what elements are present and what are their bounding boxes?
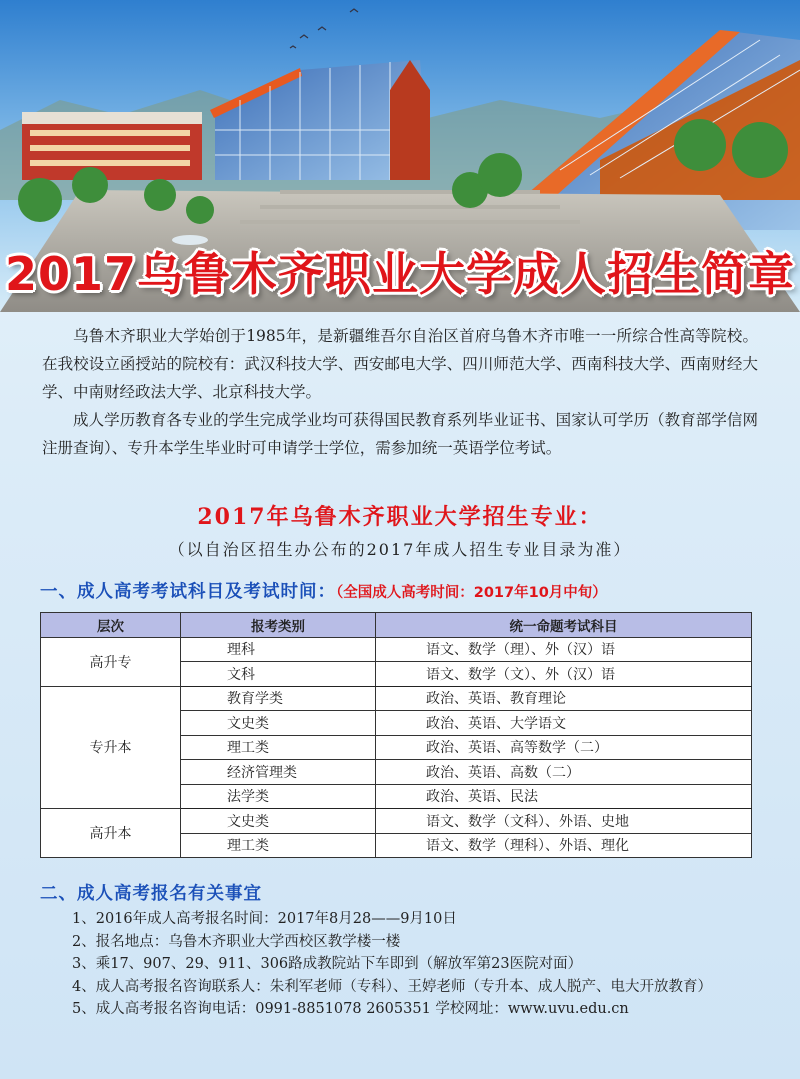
subjects-cell: 政治、英语、大学语文 [376,711,752,736]
category-cell: 理工类 [181,833,376,858]
majors-heading: 2017年乌鲁木齐职业大学招生专业： [197,504,603,530]
category-cell: 文科 [181,662,376,687]
table-row [41,637,752,662]
section2-heading: 二、成人高考报名有关事宜 [40,884,262,904]
list-item: 5、成人高考报名咨询电话：0991-8851078 2605351 学校网址：www.uvu.edu.cn [72,1001,629,1017]
table-header-row [41,613,752,638]
subjects-cell: 语文、数学（文科）、外语、史地 [376,809,752,834]
list-item: 2、报名地点：乌鲁木齐职业大学西校区教学楼一楼 [72,933,401,950]
page-title: 2017乌鲁木齐职业大学成人招生简章 [4,247,796,301]
level-cell: 高升专 [41,637,181,686]
subjects-cell: 政治、英语、民法 [376,784,752,809]
subjects-cell: 语文、数学（理科）、外语、理化 [376,833,752,858]
level-cell: 高升本 [41,809,181,858]
section1-heading [40,578,780,603]
subjects-cell: 政治、英语、教育理论 [376,686,752,711]
intro-paragraph: 成人学历教育各专业的学生完成学业均可获得国民教育系列毕业证书、国家认可学历（教育部学信网注册查询）、专升本学生毕业时可申请学士学位，需参加统一英语学位考试。 [42,411,758,457]
list-item: 4、成人高考报名咨询联系人：朱利军老师（专科）、王婷老师（专升本、成人脱产、电大开放教育） [72,978,712,995]
table-header-level: 层次 [41,613,181,638]
level-cell: 专升本 [41,686,181,809]
intro-text [42,322,758,462]
registration-list [40,908,760,1021]
category-cell: 教育学类 [181,686,376,711]
category-cell: 理工类 [181,735,376,760]
category-cell: 法学类 [181,784,376,809]
list-item: 3、乘17、907、29、911、306路成教院站下车即到（解放军第23医院对面） [72,956,583,972]
table-header-subjects: 统一命题考试科目 [376,613,752,638]
section1-title: 一、成人高考考试科目及考试时间： [40,582,336,602]
category-cell: 经济管理类 [181,760,376,785]
table-row [41,686,752,711]
list-item: 1、2016年成人高考报名时间：2017年8月28——9月10日 [72,911,457,927]
subjects-cell: 语文、数学（理）、外（汉）语 [376,637,752,662]
intro-paragraph: 乌鲁木齐职业大学始创于1985年，是新疆维吾尔自治区首府乌鲁木齐市唯一一所综合性高等院校。在我校设立函授站的院校有：武汉科技大学、西安邮电大学、四川师范大学、西南科技大学、西南财经大学、中南财经政法大学、北京科技大学。 [42,327,758,401]
majors-subheading: （以自治区招生办公布的2017年成人招生专业目录为准） [168,540,632,559]
subjects-cell: 语文、数学（文）、外（汉）语 [376,662,752,687]
hero-banner [0,0,800,312]
table-header-category: 报考类别 [181,613,376,638]
subjects-cell: 政治、英语、高数（二） [376,760,752,785]
category-cell: 文史类 [181,711,376,736]
exam-time-note: （全国成人高考时间：2017年10月中旬） [336,585,607,601]
subjects-cell: 政治、英语、高等数学（二） [376,735,752,760]
table-row [41,809,752,834]
category-cell: 理科 [181,637,376,662]
category-cell: 文史类 [181,809,376,834]
exam-subjects-table [40,612,752,858]
